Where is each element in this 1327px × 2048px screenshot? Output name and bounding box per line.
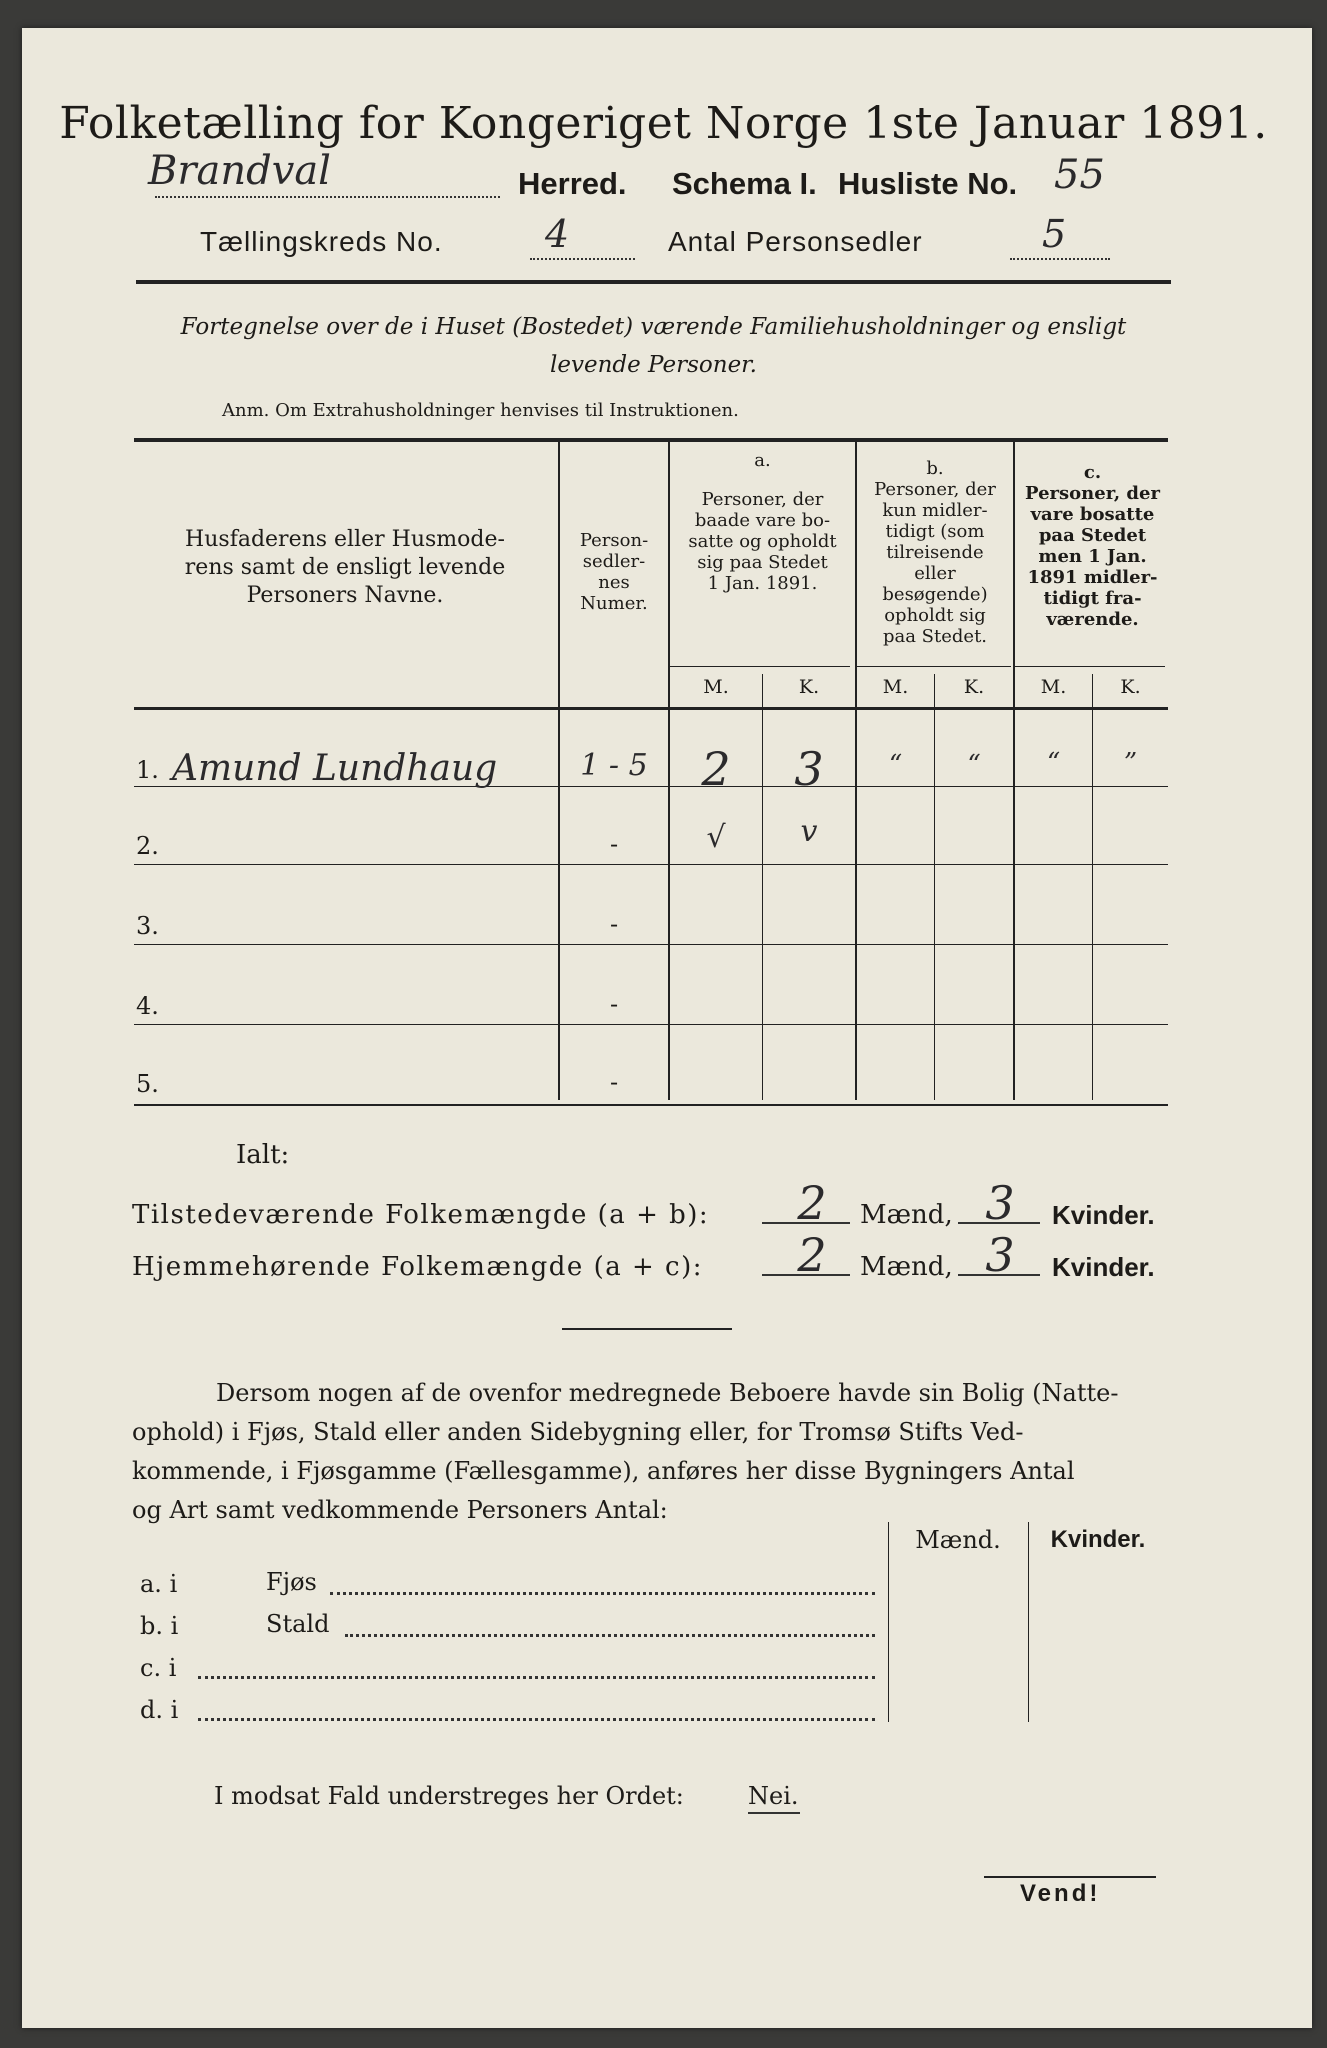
buildings-maend-header: Mænd. (915, 1526, 1001, 1554)
row-name: Amund Lundhaug (172, 748, 498, 789)
dotted-line (330, 1592, 875, 1595)
row-a-k: 3 (794, 742, 824, 796)
hjemme-maend-value: 2 (797, 1228, 827, 1282)
vend-rule (984, 1876, 1156, 1878)
tilstede-maend-label: Mænd, (860, 1200, 953, 1230)
hjemme-label: Hjemmehørende Folkemængde (a + c): (132, 1252, 703, 1282)
col-divider (1028, 1522, 1029, 1722)
table-bottom-rule (134, 1104, 1168, 1106)
header-rule (136, 280, 1171, 284)
building-letter: d. i (140, 1696, 179, 1724)
tilstede-label: Tilstedeværende Folkemængde (a + b): (132, 1200, 710, 1230)
row-sedler: - (609, 1068, 619, 1096)
row-b-m: “ (888, 750, 903, 780)
building-label: Fjøs (266, 1568, 317, 1596)
row-sedler: - (609, 830, 619, 858)
row-a-m: √ (706, 820, 726, 855)
tilstede-maend-value: 2 (797, 1176, 827, 1230)
hjemme-kvinder-label: Kvinder. (1052, 1252, 1155, 1282)
row-rule (134, 864, 1168, 865)
row-b-k: “ (967, 750, 981, 780)
buildings-kvinder-header: Kvinder. (1050, 1526, 1146, 1553)
herred-value: Brandval (148, 148, 331, 194)
col-header-numer: Person- sedler- nes Numer. (579, 530, 649, 614)
separator (562, 1328, 732, 1330)
antal-label: Antal Personsedler (668, 226, 923, 257)
dwelling-paragraph: Dersom nogen af de ovenfor medregnede Beboere havde sin Bolig (Natte- ophold) i Fjøs, Stald eller anden Sidebygning eller, for Tromsø Stifts Ved- kommende, i Fjøsgamme (Fællesgamme), anføres her disse Bygningers Antal og Art samt vedkommende Personers Antal: (132, 1379, 1119, 1524)
schema-label: Schema I. (672, 166, 817, 201)
col-b-m-header: M. (882, 676, 909, 698)
col-c-k-header: K. (1120, 676, 1141, 698)
kreds-value: 4 (545, 212, 570, 256)
building-letter: c. i (140, 1654, 177, 1682)
tilstede-kvinder-label: Kvinder. (1052, 1200, 1155, 1230)
husliste-value: 55 (1054, 152, 1105, 198)
col-divider (888, 1522, 889, 1722)
col-a-k-header: K. (798, 676, 820, 698)
dotted-line (198, 1676, 875, 1679)
intro-line-1: Fortegnelse over de i Huset (Bostedet) værende Familiehusholdninger og ensligt (180, 314, 1127, 340)
building-label: Stald (266, 1610, 330, 1638)
row-number: 5. (136, 1070, 159, 1098)
col-header-names: Husfaderens eller Husmode- rens samt de ensligt levende Personers Navne. (184, 527, 506, 608)
row-number: 2. (136, 832, 159, 860)
row-c-m: “ (1046, 748, 1061, 778)
sub-rule (857, 666, 1011, 667)
sub-rule (1015, 666, 1165, 667)
row-number: 1. (136, 756, 159, 784)
row-sedler: - (609, 990, 619, 1018)
kreds-label: Tællingskreds No. (200, 226, 443, 257)
modsat-text: I modsat Fald understreges her Ordet: (214, 1782, 684, 1810)
row-a-m: 2 (701, 742, 731, 796)
col-divider (762, 674, 763, 1100)
nei-word: Nei. (748, 1782, 799, 1810)
underline (762, 1222, 850, 1224)
husliste-label: Husliste No. (838, 166, 1018, 201)
building-letter: b. i (140, 1612, 179, 1640)
hjemme-kvinder-value: 3 (985, 1228, 1015, 1282)
vend-label: Vend! (1020, 1880, 1101, 1907)
col-header-b: b. Personer, der kun midler- tidigt (som tilreisende eller besøgende) opholdt sig paa Stedet. (874, 458, 996, 647)
kreds-dotted-line (530, 258, 635, 260)
dotted-line (345, 1634, 875, 1637)
col-a-m-header: M. (703, 676, 729, 698)
underline (958, 1222, 1040, 1224)
dotted-line (198, 1718, 875, 1721)
col-b-k-header: K. (963, 676, 985, 698)
underline (762, 1274, 850, 1276)
herred-label: Herred. (518, 166, 627, 201)
col-divider (1092, 674, 1093, 1100)
building-letter: a. i (140, 1570, 178, 1598)
anm-note: Anm. Om Extrahusholdninger henvises til Instruktionen. (222, 400, 739, 421)
col-divider (934, 674, 935, 1100)
col-c-m-header: M. (1040, 676, 1067, 698)
row-sedler: - (609, 910, 619, 938)
nei-underline (748, 1812, 800, 1814)
row-c-k: ” (1123, 748, 1138, 778)
row-number: 4. (136, 992, 159, 1020)
tilstede-kvinder-value: 3 (985, 1176, 1015, 1230)
sub-rule (670, 666, 850, 667)
antal-value: 5 (1042, 212, 1067, 256)
herred-dotted-line (155, 196, 500, 198)
row-sedler: 1 - 5 (580, 748, 648, 783)
col-header-a: a. Personer, der baade vare bo- satte og opholdt sig paa Stedet 1 Jan. 1891. (688, 450, 837, 594)
col-header-c: c. Personer, der vare bosatte paa Stedet men 1 Jan. 1891 midler- tidigt fra- værende. (1025, 462, 1160, 630)
row-a-k: v (800, 814, 818, 849)
row-rule (134, 1024, 1168, 1025)
intro-line-2: levende Personer. (550, 352, 757, 378)
antal-dotted-line (1010, 258, 1110, 260)
ialt-label: Ialt: (236, 1140, 290, 1170)
row-number: 3. (136, 912, 159, 940)
underline (958, 1274, 1040, 1276)
row-rule (134, 944, 1168, 945)
page-title: Folketælling for Kongeriget Norge 1ste Januar 1891. (59, 98, 1268, 149)
hjemme-maend-label: Mænd, (860, 1252, 953, 1282)
